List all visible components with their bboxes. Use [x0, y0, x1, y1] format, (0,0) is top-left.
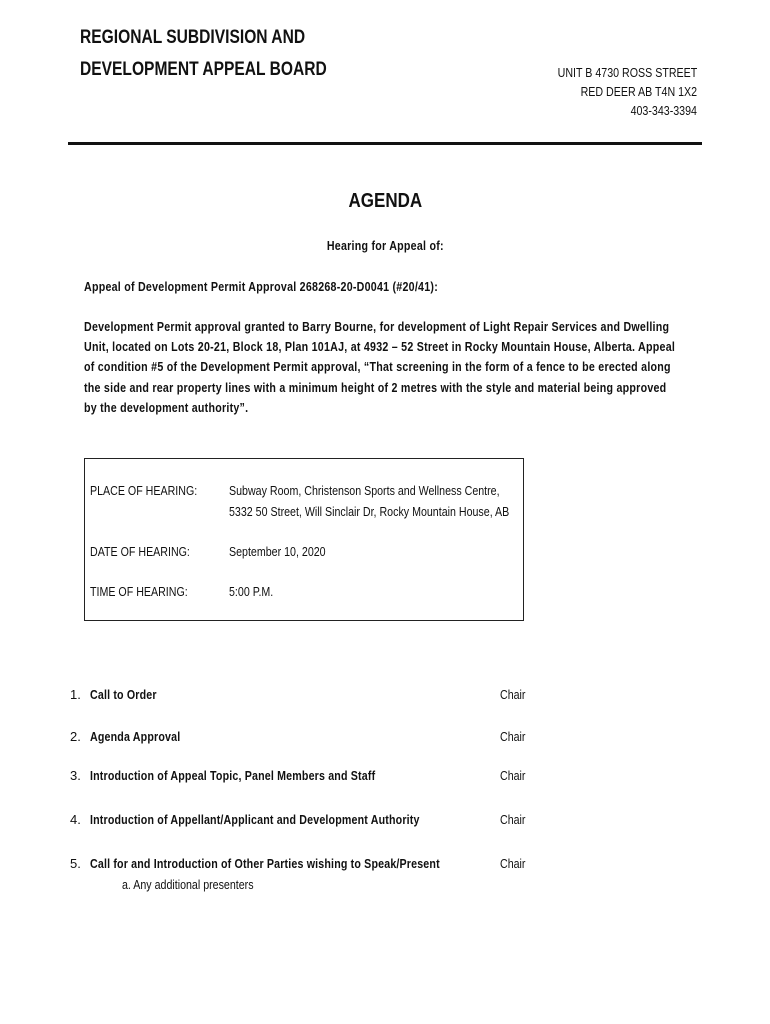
- agenda-item-lead: Chair: [500, 768, 526, 783]
- agenda-subitem: a. Any additional presenters: [122, 877, 254, 892]
- time-label: TIME OF HEARING:: [90, 584, 188, 599]
- page-subtitle: [0, 238, 770, 253]
- agenda-item-label: Call to Order: [90, 687, 157, 702]
- org-name-line2: DEVELOPMENT APPEAL BOARD: [80, 59, 327, 80]
- date-value: September 10, 2020: [229, 544, 326, 559]
- description-line: Unit, located on Lots 20-21, Block 18, Plan 101AJ, at 4932 – 52 Street in Rocky Mountain House, Alberta. Appeal: [84, 339, 676, 354]
- description-line: of condition #5 of the Development Permit approval, “That screening in the form of a fence to be erected along: [84, 359, 671, 374]
- description-line: by the development authority”.: [84, 400, 249, 415]
- description-line: the side and rear property lines with a minimum height of 2 metres with the style and material being approved: [84, 380, 667, 395]
- place-label: PLACE OF HEARING:: [90, 483, 198, 498]
- agenda-item-label: Introduction of Appeal Topic, Panel Members and Staff: [90, 768, 376, 783]
- appeal-heading: Appeal of Development Permit Approval 268268-20-D0041 (#20/41):: [84, 279, 438, 294]
- agenda-item-number: 4.: [70, 812, 81, 827]
- place-value-line1: Subway Room, Christenson Sports and Wellness Centre,: [229, 483, 500, 498]
- page-title-text: AGENDA: [348, 190, 422, 212]
- agenda-item-number: 2.: [70, 729, 81, 744]
- agenda-item-number: 3.: [70, 768, 81, 783]
- agenda-item-number: 5.: [70, 856, 81, 871]
- place-value-line2: 5332 50 Street, Will Sinclair Dr, Rocky Mountain House, AB: [229, 504, 510, 519]
- description-line: Development Permit approval granted to Barry Bourne, for development of Light Repair Services and Dwelling: [84, 319, 670, 334]
- time-value: 5:00 P.M.: [229, 584, 274, 599]
- page-title: [0, 190, 770, 213]
- header-divider: [68, 142, 702, 145]
- agenda-item-lead: Chair: [500, 812, 526, 827]
- agenda-item-lead: Chair: [500, 729, 526, 744]
- date-label: DATE OF HEARING:: [90, 544, 190, 559]
- agenda-item-label: Call for and Introduction of Other Parties wishing to Speak/Present: [90, 856, 440, 871]
- address-line1: UNIT B 4730 ROSS STREET: [557, 65, 697, 80]
- phone-number: 403-343-3394: [630, 103, 697, 118]
- agenda-item-label: Introduction of Appellant/Applicant and Development Authority: [90, 812, 420, 827]
- agenda-item-number: 1.: [70, 687, 81, 702]
- agenda-item-label: Agenda Approval: [90, 729, 181, 744]
- org-name-line1: REGIONAL SUBDIVISION AND: [80, 27, 306, 48]
- page-subtitle-text: Hearing for Appeal of:: [326, 238, 444, 253]
- address-line2: RED DEER AB T4N 1X2: [580, 84, 697, 99]
- agenda-item-lead: Chair: [500, 856, 526, 871]
- agenda-item-lead: Chair: [500, 687, 526, 702]
